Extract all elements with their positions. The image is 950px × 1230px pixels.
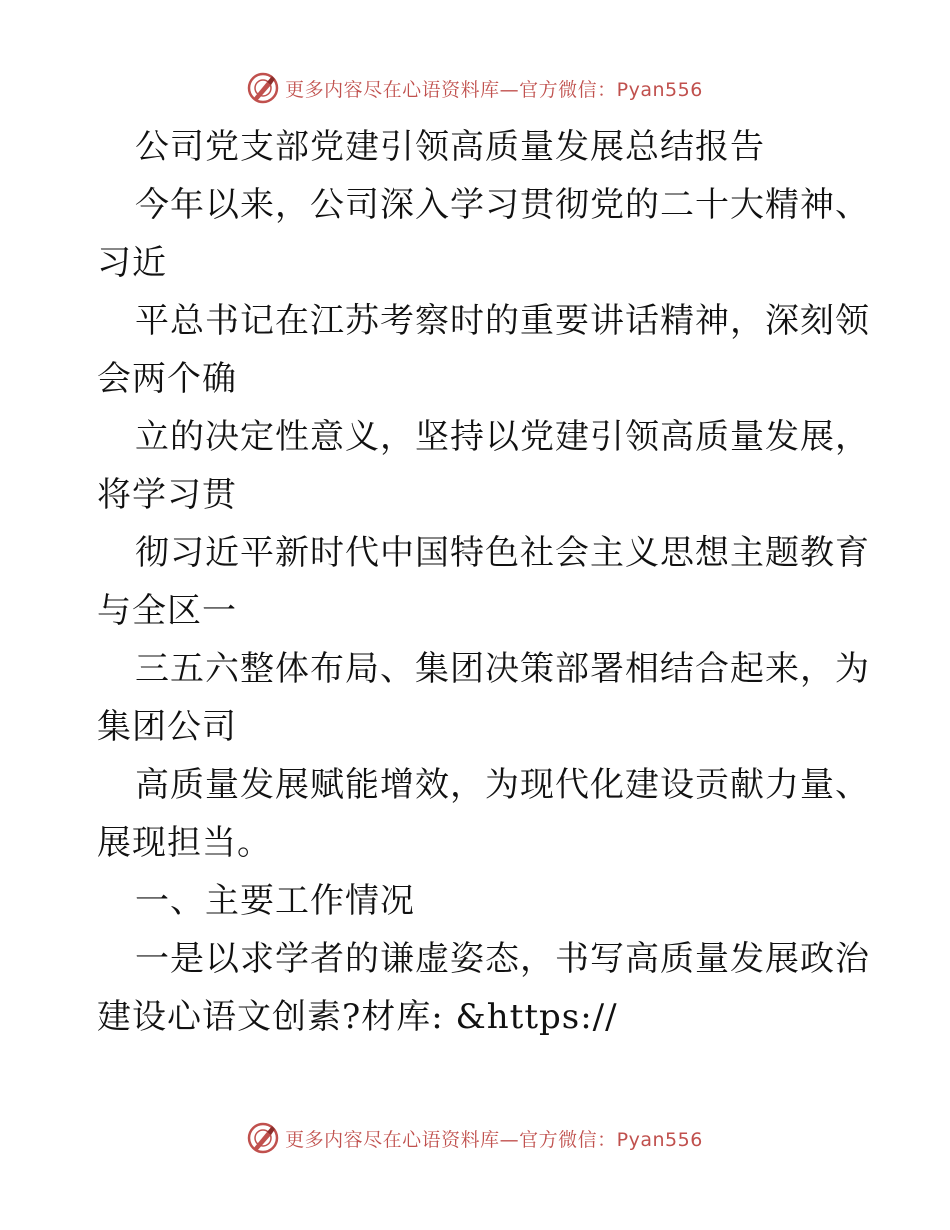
paragraph-line: 立的决定性意义，坚持以党建引领高质量发展， (135, 417, 870, 457)
paragraph-line: 习近 (97, 243, 167, 283)
paragraph-line: 与全区一 (97, 591, 237, 631)
watermark-text: 更多内容尽在心语资料库—官方微信：Pyan556 (285, 1128, 703, 1151)
paragraph-line: 集团公司 (97, 707, 237, 747)
paragraph-line: 会两个确 (97, 359, 237, 399)
section-heading: 一、主要工作情况 (135, 881, 415, 921)
paragraph-line: 今年以来，公司深入学习贯彻党的二十大精神、 (135, 185, 870, 225)
footer-watermark (0, 1122, 950, 1154)
pen-logo-icon (247, 1122, 279, 1154)
paragraph-line: 三五六整体布局、集团决策部署相结合起来，为 (135, 649, 870, 689)
paragraph-line: 一是以求学者的谦虚姿态，书写高质量发展政治 (135, 939, 870, 979)
paragraph-line: 展现担当。 (97, 823, 272, 863)
document-title: 公司党支部党建引领高质量发展总结报告 (135, 127, 765, 167)
paragraph-line: 平总书记在江苏考察时的重要讲话精神，深刻领 (135, 301, 870, 341)
paragraph-line: 彻习近平新时代中国特色社会主义思想主题教育 (135, 533, 870, 573)
paragraph-line: 高质量发展赋能增效，为现代化建设贡献力量、 (135, 765, 870, 805)
paragraph-line: 建设心语文创素?材库: &https:// (97, 997, 618, 1037)
document-body (97, 118, 870, 1046)
header-watermark (0, 72, 950, 104)
pen-logo-icon (247, 72, 279, 104)
paragraph-line: 将学习贯 (97, 475, 237, 515)
watermark-text: 更多内容尽在心语资料库—官方微信：Pyan556 (285, 78, 703, 101)
